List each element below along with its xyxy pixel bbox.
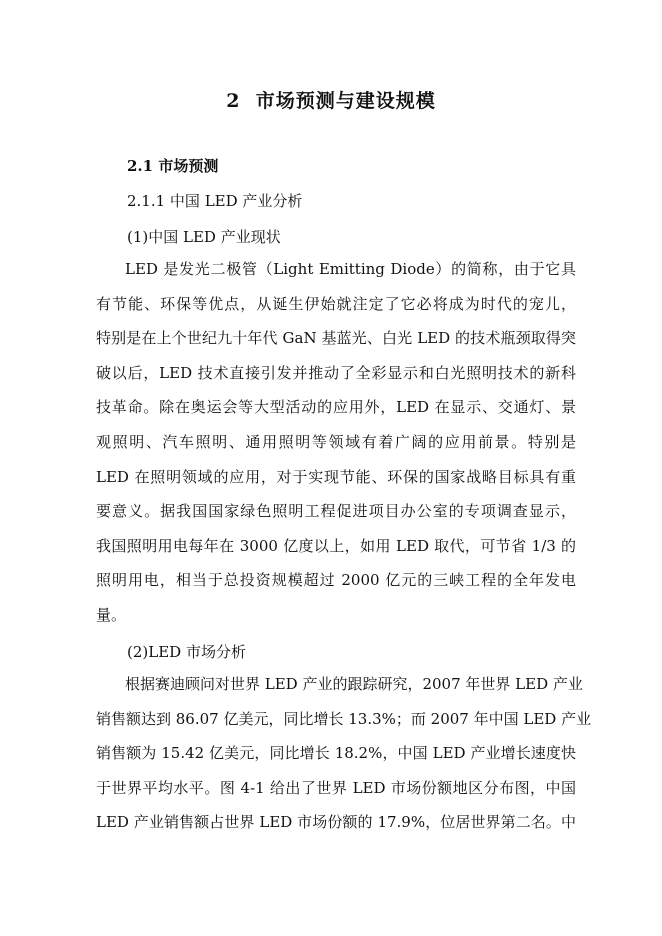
paragraph-line: 观照明、汽车照明、通用照明等领域有着广阔的应用前景。特别是 <box>96 432 576 451</box>
item-heading-led-status: (1)中国 LED 产业现状 <box>127 228 281 246</box>
subsection-heading: 2.1.1 中国 LED 产业分析 <box>127 192 303 210</box>
paragraph-line: LED 在照明领域的应用，对于实现节能、环保的国家战略目标具有重 <box>96 467 576 486</box>
paragraph-line: 于世界平均水平。图 4-1 给出了世界 LED 市场份额地区分布图，中国 <box>96 778 576 797</box>
paragraph-line: 销售额为 15.42 亿美元，同比增长 18.2%，中国 LED 产业增长速度快 <box>96 744 576 763</box>
paragraph-line: 照明用电，相当于总投资规模超过 2000 亿元的三峡工程的全年发电 <box>96 571 576 590</box>
paragraph-led-status <box>96 252 576 633</box>
section-heading: 2.1 市场预测 <box>127 157 219 175</box>
item-heading-led-market: (2)LED 市场分析 <box>127 643 246 661</box>
paragraph-line: LED 是发光二极管（Light Emitting Diode）的简称，由于它具 <box>125 260 576 278</box>
paragraph-line: 要意义。据我国国家绿色照明工程促进项目办公室的专项调查显示， <box>96 502 576 521</box>
paragraph-line: 销售额达到 86.07 亿美元，同比增长 13.3%；而 2007 年中国 LED 产业 <box>96 709 592 728</box>
chapter-title: 2 市场预测与建设规模 <box>226 90 436 112</box>
paragraph-line: 有节能、环保等优点，从诞生伊始就注定了它必将成为时代的宠儿， <box>96 294 576 313</box>
paragraph-line: 我国照明用电每年在 3000 亿度以上，如用 LED 取代，可节省 1/3 的 <box>96 536 576 555</box>
paragraph-line: 特别是在上个世纪九十年代 GaN 基蓝光、白光 LED 的技术瓶颈取得突 <box>96 329 576 348</box>
paragraph-line: 破以后，LED 技术直接引发并推动了全彩显示和白光照明技术的新科 <box>96 363 576 382</box>
paragraph-line: 量。 <box>96 605 127 624</box>
paragraph-line: LED 产业销售额占世界 LED 市场份额的 17.9%，位居世界第二名。中 <box>96 813 576 832</box>
paragraph-led-market <box>96 667 592 840</box>
paragraph-line: 根据赛迪顾问对世界 LED 产业的跟踪研究，2007 年世界 LED 产业 <box>125 675 583 693</box>
paragraph-line: 技革命。除在奥运会等大型活动的应用外，LED 在显示、交通灯、景 <box>96 398 576 417</box>
